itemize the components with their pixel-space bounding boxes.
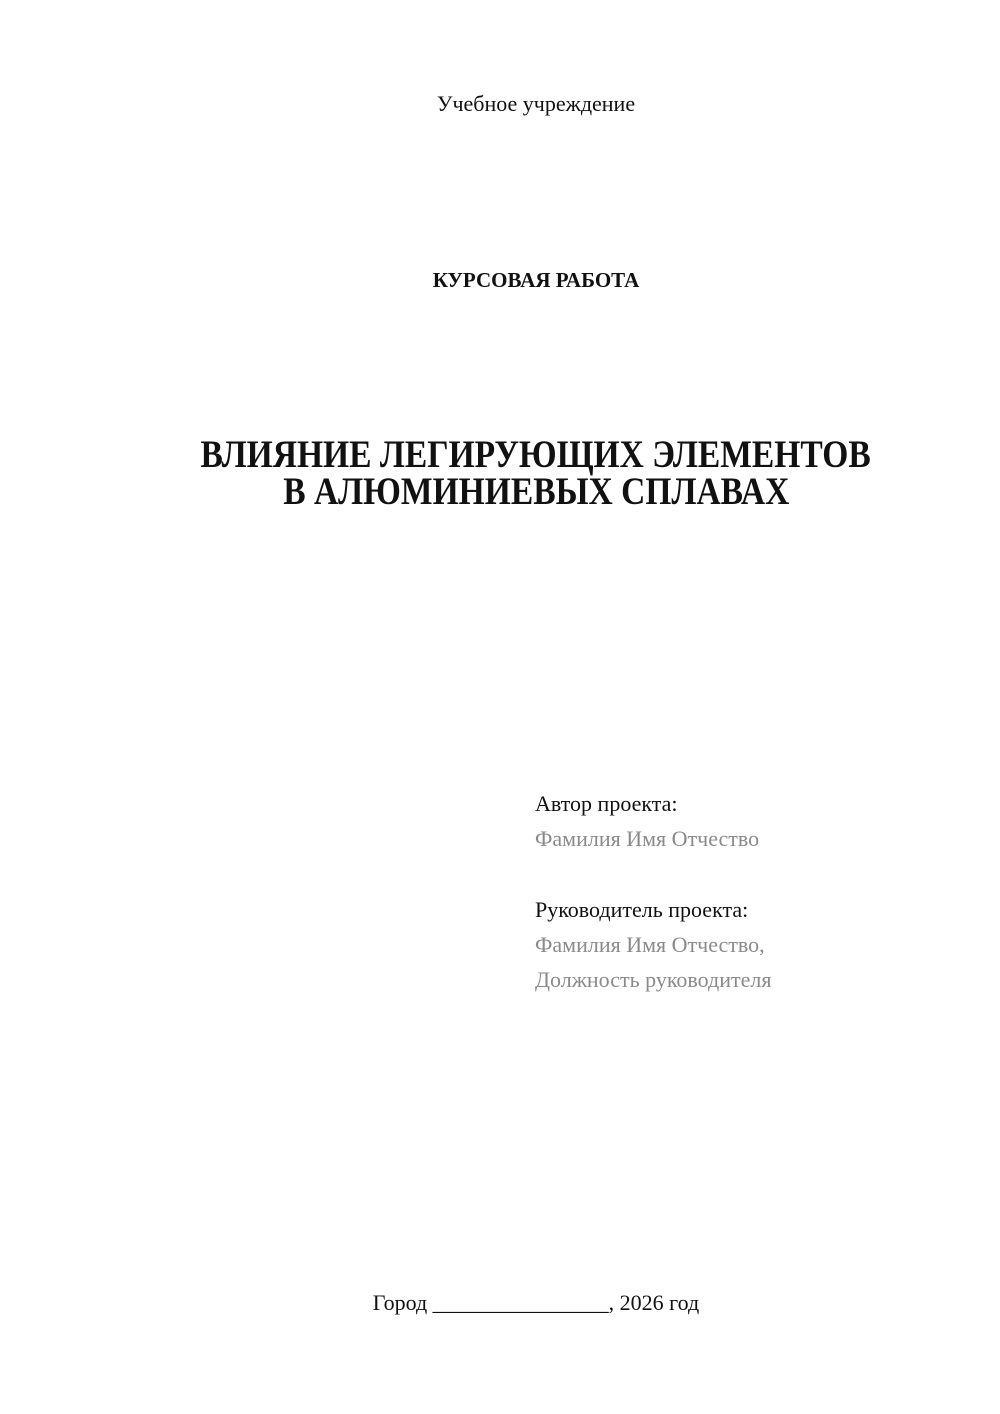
document-title: [72, 433, 1000, 513]
city-blank: ________________: [432, 1290, 609, 1315]
author-block: [535, 786, 759, 856]
author-name: Фамилия Имя Отчество: [535, 826, 760, 851]
supervisor-name: Фамилия Имя Отчество,: [535, 932, 765, 957]
supervisor-block: [535, 892, 771, 997]
institution: Учебное учреждение: [436, 91, 636, 116]
supervisor-label: Руководитель проекта:: [535, 897, 749, 922]
work-type: КУРСОВАЯ РАБОТА: [432, 268, 640, 292]
title-line-1: ВЛИЯНИЕ ЛЕГИРУЮЩИХ ЭЛЕМЕНТОВ: [200, 433, 872, 476]
author-label: Автор проекта:: [535, 791, 678, 816]
year: , 2026 год: [608, 1290, 700, 1315]
supervisor-position: Должность руководителя: [535, 967, 772, 992]
city-year-line: [0, 1290, 1000, 1316]
title-line-2: В АЛЮМИНИЕВЫХ СПЛАВАХ: [282, 470, 790, 513]
city-label: Город: [372, 1290, 428, 1315]
